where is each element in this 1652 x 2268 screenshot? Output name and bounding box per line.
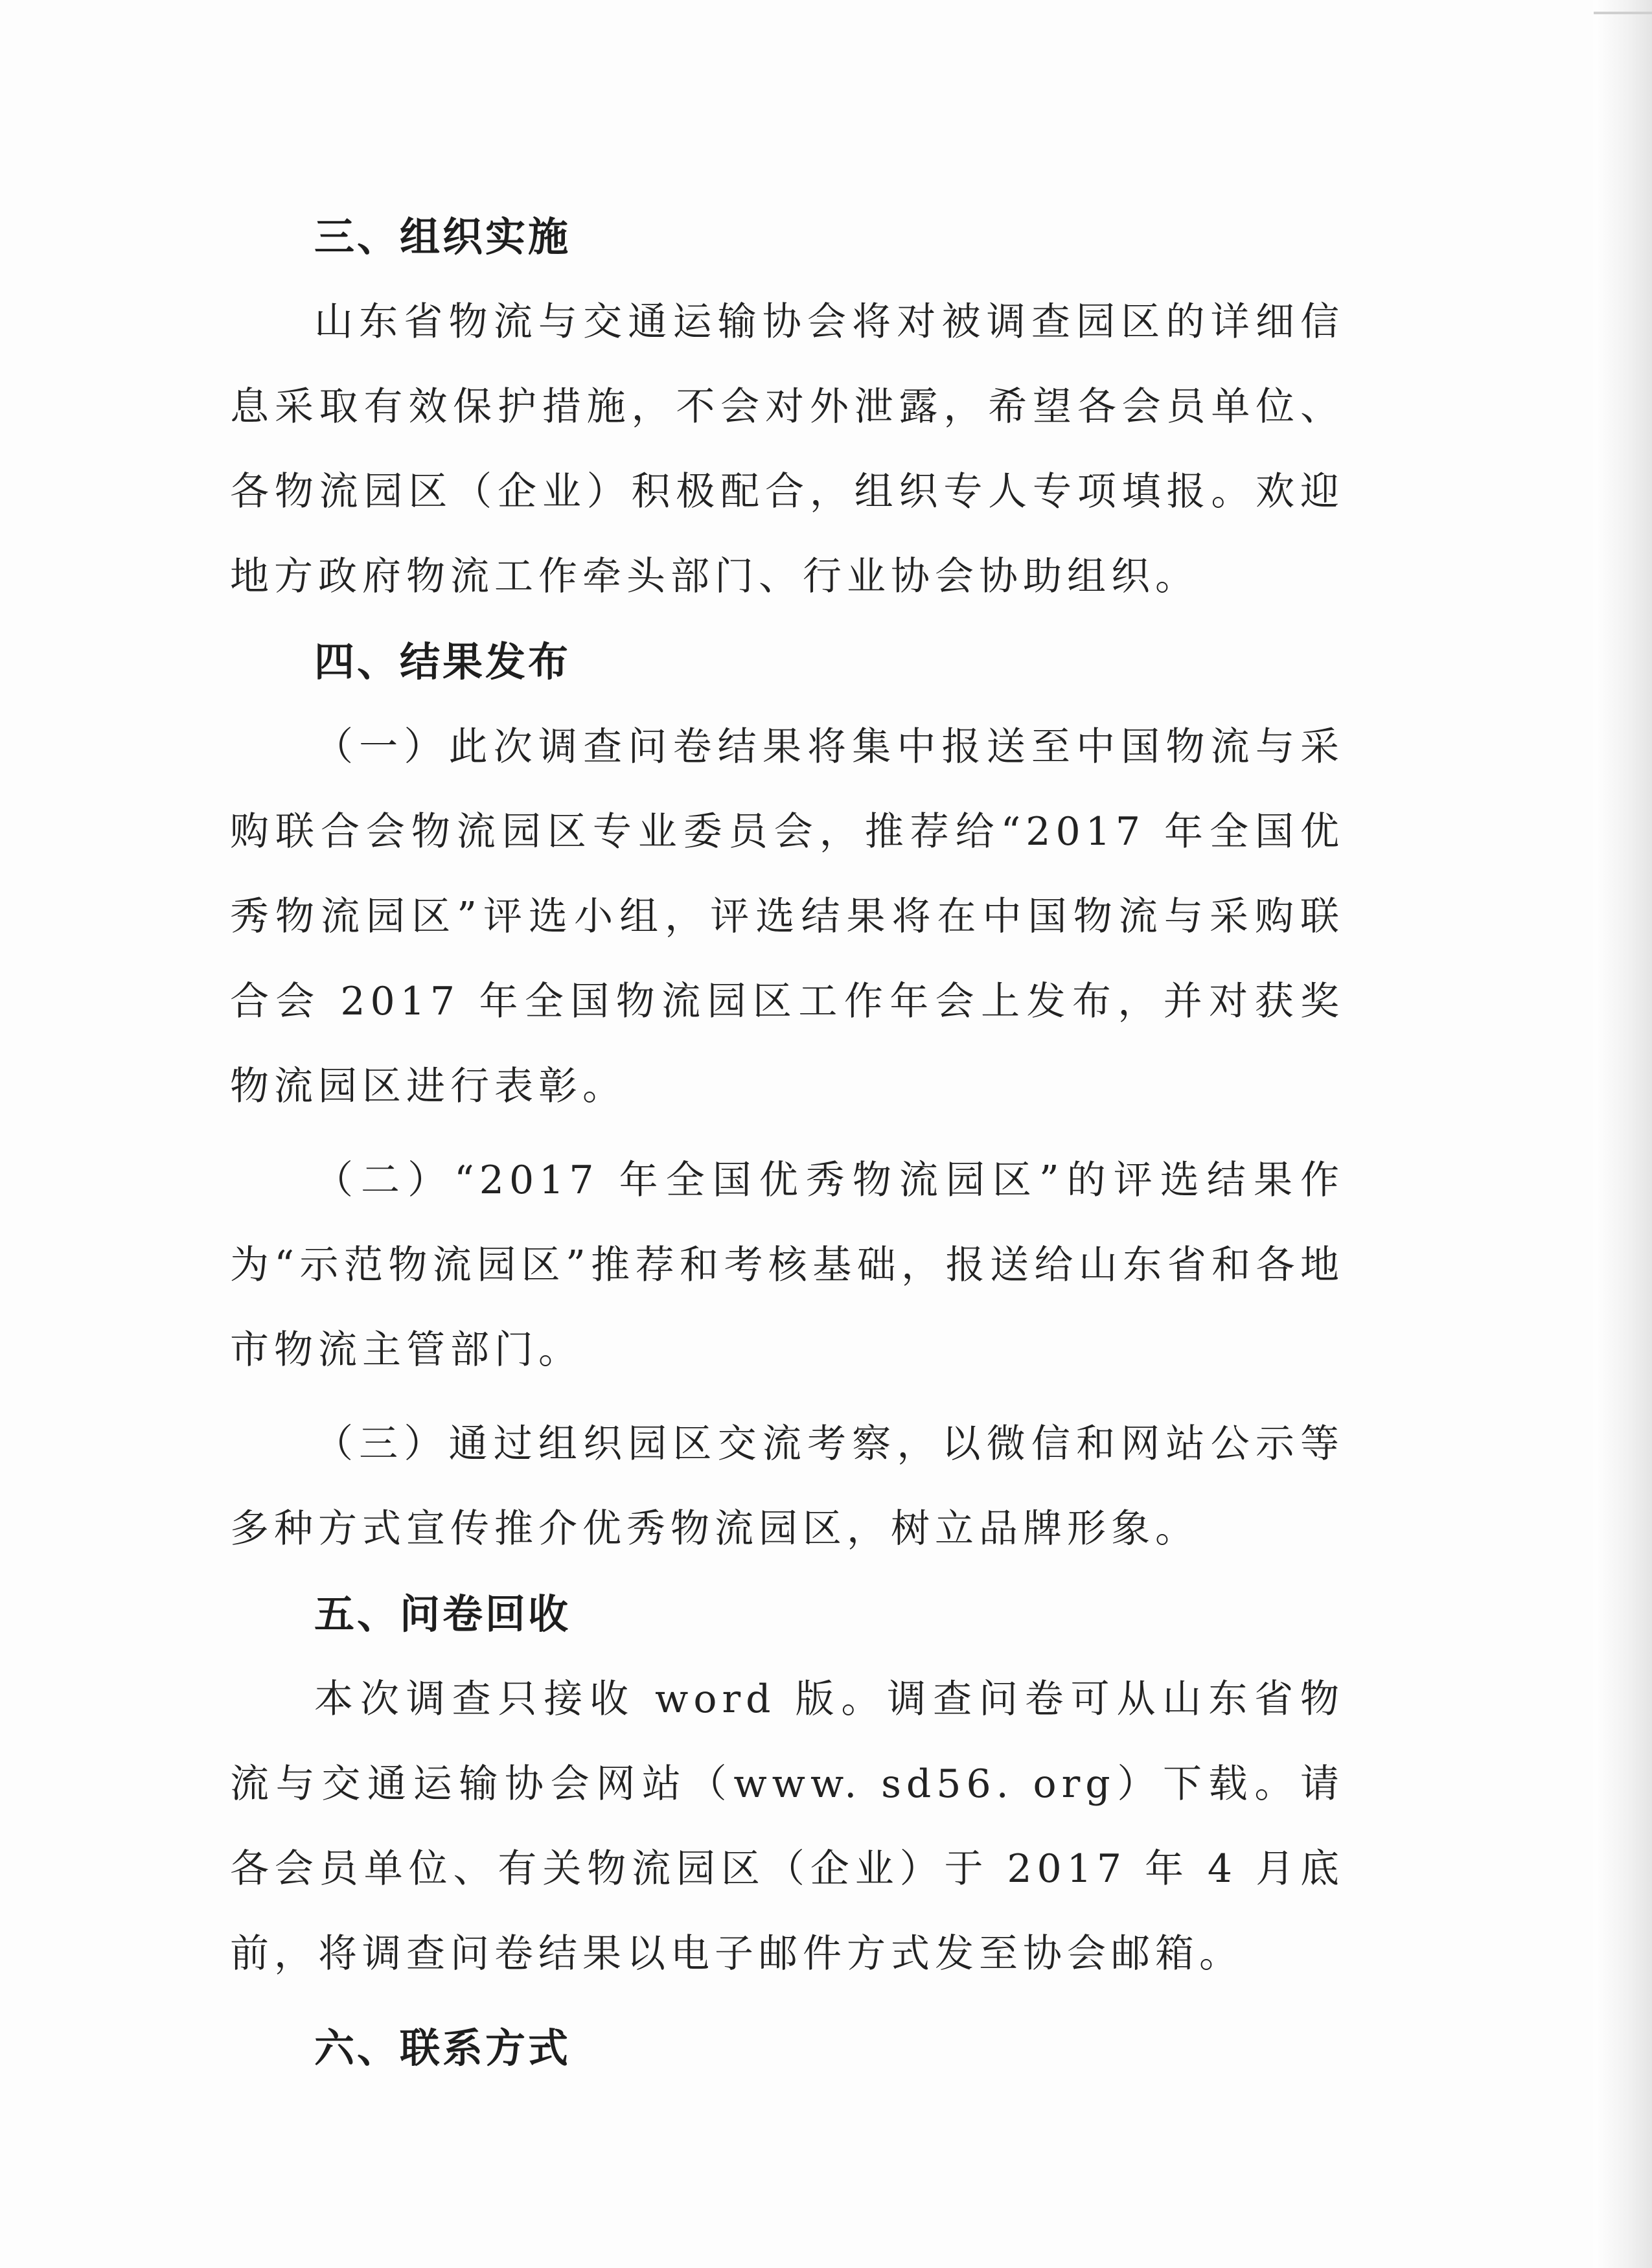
paragraph-collection: 本次调查只接收 word 版。调查问卷可从山东省物流与交通运输协会网站（www. sd56. org）下载。请各会员单位、有关物流园区（企业）于 2017 年 4 月底前，将调查问卷结果以电子邮件方式发至协会邮箱。 xyxy=(230,1677,1344,1976)
section-heading-results: 四、结果发布 xyxy=(314,638,571,685)
paragraph-organization: 山东省物流与交通运输协会将对被调查园区的详细信息采取有效保护措施，不会对外泄露，希望各会员单位、各物流园区（企业）积极配合，组织专人专项填报。欢迎地方政府物流工作牵头部门、行业协会协助组织。 xyxy=(230,299,1344,599)
section-heading-contact: 六、联系方式 xyxy=(314,2024,571,2072)
section-heading-organization: 三、组织实施 xyxy=(314,213,571,260)
paragraph-results-1: （一）此次调查问卷结果将集中报送至中国物流与采购联合会物流园区专业委员会，推荐给“2017 年全国优秀物流园区”评选小组，评选结果将在中国物流与采购联合会 2017 年全国物流园区工作年会上发布，并对获奖物流园区进行表彰。 xyxy=(230,724,1344,1109)
scan-corner-mark xyxy=(1594,12,1652,14)
document-body xyxy=(230,194,1344,2091)
paragraph-results-2: （二）“2017 年全国优秀物流园区”的评选结果作为“示范物流园区”推荐和考核基础，报送给山东省和各地市物流主管部门。 xyxy=(230,1158,1344,1373)
paragraph-results-3: （三）通过组织园区交流考察，以微信和网站公示等多种方式宣传推介优秀物流园区，树立品牌形象。 xyxy=(230,1421,1344,1552)
section-heading-collection: 五、问卷回收 xyxy=(314,1590,571,1638)
page-edge-shadow xyxy=(1594,0,1652,2268)
